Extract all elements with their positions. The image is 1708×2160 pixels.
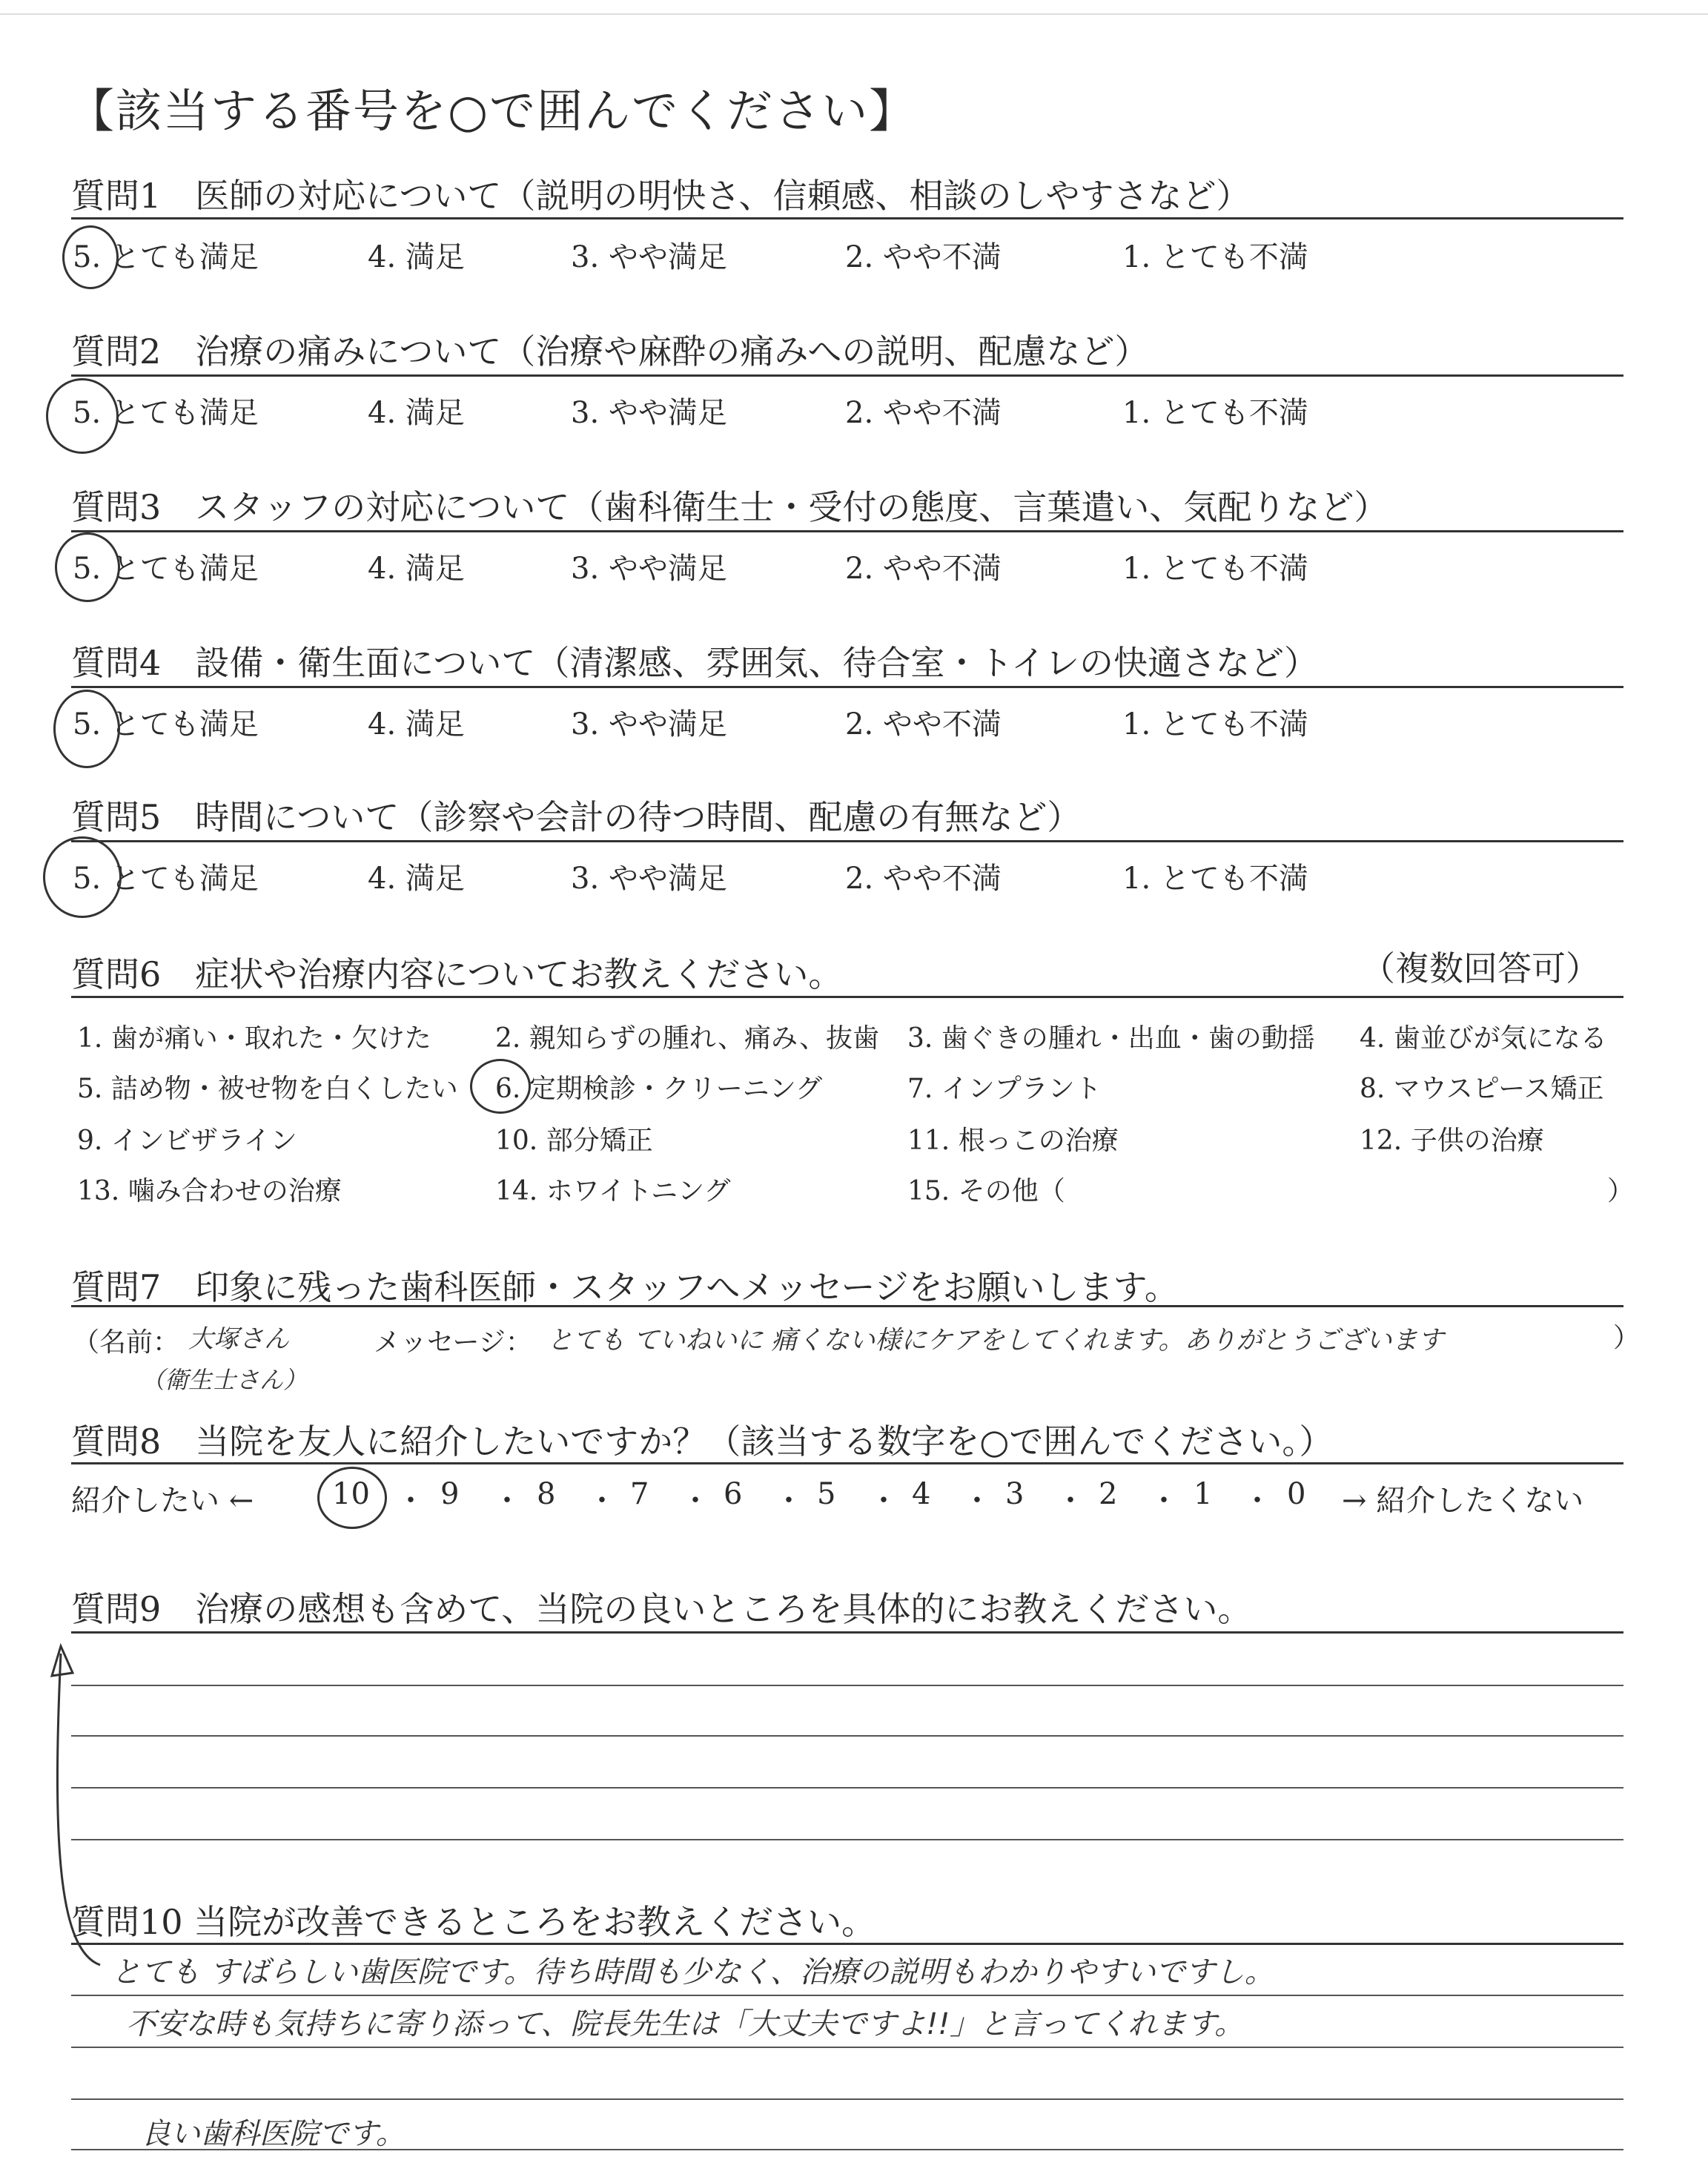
question-4-title: 質問4 設備・衛生面について（清潔感、雰囲気、待合室・トイレの快適さなど） — [71, 643, 1319, 683]
q10-answer-line — [71, 1995, 1623, 1996]
q8-scale-7[interactable]: 7 — [630, 1477, 649, 1511]
question-2-rule — [71, 374, 1623, 377]
q1-selected-circle — [62, 225, 119, 289]
q7-name-label: （名前： — [73, 1327, 180, 1358]
q6-option-13[interactable]: 13. 噛み合わせの治療 — [77, 1176, 342, 1206]
question-3-title: 質問3 スタッフの対応について（歯科衛生士・受付の態度、言葉遣い、気配りなど） — [71, 487, 1388, 527]
q8-scale-0[interactable]: 0 — [1287, 1477, 1306, 1511]
q10-answer-line-1[interactable]: とても すばらしい歯医院です。待ち時間も少なく、治療の説明もわかりやすいですし。 — [111, 1955, 1274, 1989]
q6-option-3[interactable]: 3. 歯ぐきの腫れ・出血・歯の動揺 — [907, 1023, 1315, 1054]
question-5-title: 質問5 時間について（診察や会計の待つ時間、配慮の有無など） — [71, 797, 1082, 837]
q8-scale-dot: ・ — [962, 1484, 992, 1518]
q8-scale-dot: ・ — [587, 1484, 617, 1518]
q3-option-4[interactable]: 4. 満足 — [368, 552, 465, 586]
question-1-rule — [71, 217, 1623, 219]
q7-message-label: メッセージ： — [374, 1327, 532, 1358]
question-5-rule — [71, 840, 1623, 842]
q6-option-1[interactable]: 1. 歯が痛い・取れた・欠けた — [77, 1023, 431, 1054]
q2-option-1[interactable]: 1. とても不満 — [1122, 396, 1308, 430]
q3-option-3[interactable]: 3. やや満足 — [571, 552, 727, 586]
q8-right-label: → 紹介したくない — [1342, 1484, 1584, 1518]
q6-option-8[interactable]: 8. マウスピース矯正 — [1360, 1074, 1604, 1104]
q1-option-3[interactable]: 3. やや満足 — [571, 240, 727, 274]
q9-answer-line — [71, 1839, 1623, 1840]
q3-option-5[interactable]: 5. とても満足 — [73, 552, 259, 586]
q2-selected-circle — [46, 378, 119, 454]
q2-option-2[interactable]: 2. やや不満 — [845, 396, 1002, 430]
q5-option-1[interactable]: 1. とても不満 — [1122, 862, 1308, 896]
q6-selected-circle — [470, 1059, 531, 1114]
q4-option-4[interactable]: 4. 満足 — [368, 707, 465, 742]
q2-option-4[interactable]: 4. 満足 — [368, 396, 465, 430]
q6-option-10[interactable]: 10. 部分矯正 — [495, 1126, 653, 1156]
q10-answer-line — [71, 2047, 1623, 2048]
question-9-title: 質問9 治療の感想も含めて、当院の良いところを具体的にお教えください。 — [71, 1589, 1252, 1629]
q8-scale-1[interactable]: 1 — [1194, 1477, 1213, 1511]
question-7-rule — [71, 1305, 1623, 1307]
question-9-rule — [71, 1631, 1623, 1634]
top-edge-line — [0, 13, 1708, 15]
question-4-rule — [71, 686, 1623, 688]
q8-scale-dot: ・ — [396, 1484, 426, 1518]
q3-option-1[interactable]: 1. とても不満 — [1122, 552, 1308, 586]
q6-option-4[interactable]: 4. 歯並びが気になる — [1360, 1023, 1607, 1054]
q8-scale-5[interactable]: 5 — [817, 1477, 836, 1511]
q8-scale-10[interactable]: 10 — [332, 1477, 370, 1511]
q5-option-4[interactable]: 4. 満足 — [368, 862, 465, 896]
q5-option-3[interactable]: 3. やや満足 — [571, 862, 727, 896]
q10-answer-line-3[interactable]: 良い歯科医院です。 — [141, 2117, 406, 2151]
question-3-rule — [71, 530, 1623, 532]
q6-option-7[interactable]: 7. インプラント — [907, 1074, 1102, 1104]
q6-option-2[interactable]: 2. 親知らずの腫れ、痛み、抜歯 — [495, 1023, 880, 1054]
q10-answer-line — [71, 2098, 1623, 2100]
q4-option-2[interactable]: 2. やや不満 — [845, 707, 1002, 742]
q4-option-5[interactable]: 5. とても満足 — [73, 707, 259, 742]
q4-option-1[interactable]: 1. とても不満 — [1122, 707, 1308, 742]
q7-name-note: （衛生士さん） — [141, 1366, 308, 1394]
q8-scale-dot: ・ — [1242, 1484, 1272, 1518]
q8-scale-dot: ・ — [869, 1484, 898, 1518]
form-title: 【該当する番号を○で囲んでください】 — [68, 84, 917, 138]
q7-name-value[interactable]: 大塚さん — [188, 1324, 289, 1354]
q8-selected-circle — [317, 1467, 387, 1529]
q6-option-9[interactable]: 9. インビザライン — [77, 1126, 297, 1156]
q6-option-15-close: ） — [1607, 1176, 1635, 1206]
q10-answer-line-2[interactable]: 不安な時も気持ちに寄り添って、院長先生は「大丈夫ですよ!!」と言ってくれます。 — [126, 2007, 1245, 2041]
q9-answer-line — [71, 1787, 1623, 1789]
q8-scale-4[interactable]: 4 — [912, 1477, 931, 1511]
q5-option-5[interactable]: 5. とても満足 — [73, 862, 259, 896]
question-2-title: 質問2 治療の痛みについて（治療や麻酔の痛みへの説明、配慮など） — [71, 331, 1149, 371]
q2-option-5[interactable]: 5. とても満足 — [73, 396, 259, 430]
q8-scale-dot: ・ — [1056, 1484, 1085, 1518]
q7-message-value[interactable]: とても ていねいに 痛くない様にケアをしてくれます。ありがとうございます — [547, 1326, 1444, 1355]
q8-left-label: 紹介したい ← — [71, 1484, 254, 1518]
q5-option-2[interactable]: 2. やや不満 — [845, 862, 1002, 896]
q8-scale-8[interactable]: 8 — [537, 1477, 556, 1511]
question-6-title: 質問6 症状や治療内容についてお教えください。 — [71, 954, 843, 994]
q1-option-2[interactable]: 2. やや不満 — [845, 240, 1002, 274]
q6-option-11[interactable]: 11. 根っこの治療 — [907, 1126, 1119, 1156]
q6-option-14[interactable]: 14. ホワイトニング — [495, 1176, 731, 1206]
q5-selected-circle — [43, 836, 122, 918]
q1-option-5[interactable]: 5. とても満足 — [73, 240, 259, 274]
question-10-rule — [71, 1943, 1623, 1945]
q3-selected-circle — [55, 532, 120, 602]
question-8-title: 質問8 当院を友人に紹介したいですか？（該当する数字を○で囲んでください。） — [71, 1421, 1334, 1462]
q8-scale-6[interactable]: 6 — [724, 1477, 743, 1511]
q6-option-6[interactable]: 6. 定期検診・クリーニング — [495, 1074, 823, 1104]
q9-answer-line — [71, 1685, 1623, 1686]
question-1-title: 質問1 医師の対応について（説明の明快さ、信頼感、相談のしやすさなど） — [71, 176, 1251, 216]
question-6-note: （複数回答可） — [1361, 948, 1600, 988]
q8-scale-3[interactable]: 3 — [1005, 1477, 1025, 1511]
q6-option-12[interactable]: 12. 子供の治療 — [1360, 1126, 1544, 1156]
q1-option-1[interactable]: 1. とても不満 — [1122, 240, 1308, 274]
question-8-rule — [71, 1462, 1623, 1464]
q4-selected-circle — [53, 690, 120, 768]
q8-scale-dot: ・ — [774, 1484, 804, 1518]
q6-option-15[interactable]: 15. その他（ — [907, 1176, 1065, 1206]
q1-option-4[interactable]: 4. 満足 — [368, 240, 465, 274]
q8-scale-dot: ・ — [492, 1484, 522, 1518]
q9-answer-line — [71, 1735, 1623, 1737]
q4-option-3[interactable]: 3. やや満足 — [571, 707, 727, 742]
q8-scale-dot: ・ — [681, 1484, 710, 1518]
question-6-rule — [71, 996, 1623, 998]
q7-close-paren: ） — [1613, 1323, 1641, 1353]
q8-scale-2[interactable]: 2 — [1099, 1477, 1118, 1511]
q8-scale-dot: ・ — [1149, 1484, 1179, 1518]
q2-option-3[interactable]: 3. やや満足 — [571, 396, 727, 430]
question-10-title: 質問10 当院が改善できるところをお教えください。 — [71, 1902, 876, 1942]
q6-option-5[interactable]: 5. 詰め物・被せ物を白くしたい — [77, 1074, 458, 1104]
question-7-title: 質問7 印象に残った歯科医師・スタッフへメッセージをお願いします。 — [71, 1267, 1179, 1307]
q8-scale-9[interactable]: 9 — [440, 1477, 460, 1511]
q10-answer-line — [71, 2149, 1623, 2150]
q3-option-2[interactable]: 2. やや不満 — [845, 552, 1002, 586]
